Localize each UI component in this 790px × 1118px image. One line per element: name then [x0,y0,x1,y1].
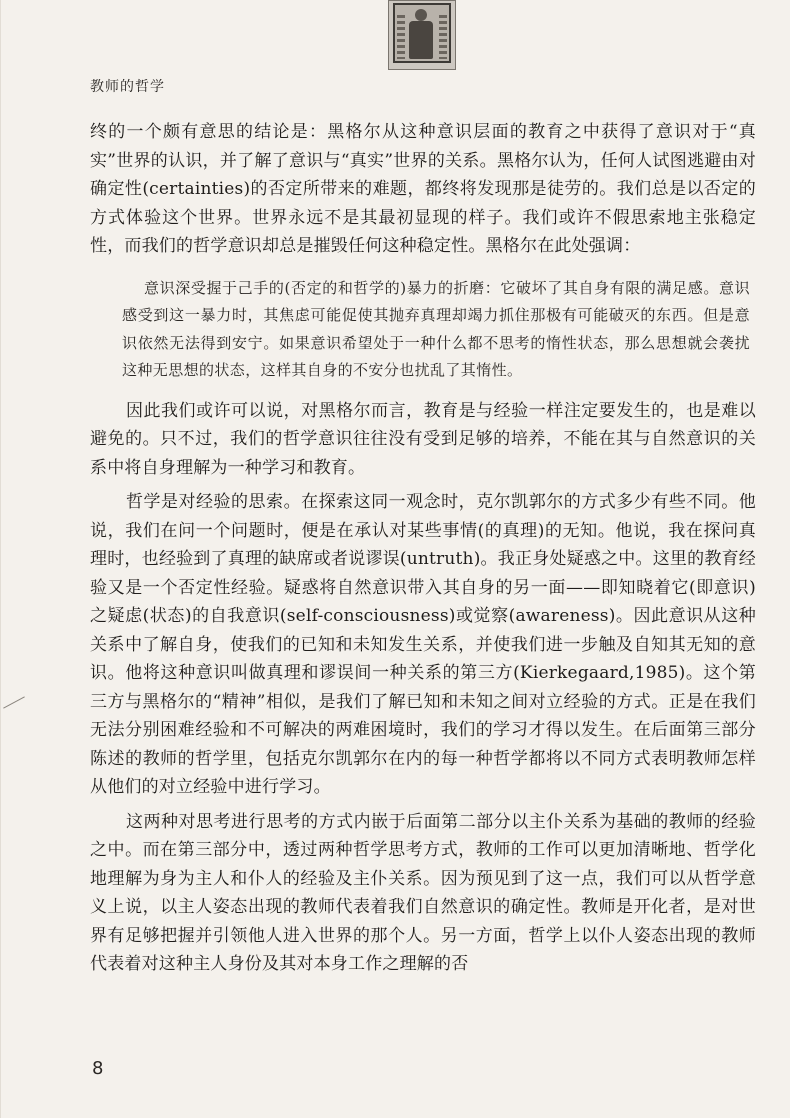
body-text [90,118,756,979]
block-quote-text: 意识深受握于己手的(否定的和哲学的)暴力的折磨：它破坏了其自身有限的满足感。意识感受到这一暴力时，其焦虑可能促使其抛弃真理却竭力抓住那极有可能破灭的东西。但是意识依然无法得到安宁。如果意识希望处于一种什么都不思考的惰性状态，那么思想就会袭扰这种无思想的状态，这样其自身的不安分也扰乱了其惰性。 [122,278,750,379]
block-quote [90,275,750,385]
ornamental-figure-icon [388,0,456,70]
emblem-figure-body [409,21,433,59]
paragraph-4: 这两种对思考进行思考的方式内嵌于后面第二部分以主仆关系为基础的教师的经验之中。而在第三部分中，透过两种哲学思考方式，教师的工作可以更加清晰地、哲学化地理解为身为主人和仆人的经验及主仆关系。因为预见到了这一点，我们可以从哲学意义上说，以主人姿态出现的教师代表着我们自然意识的确定性。教师是开化者，是对世界有足够把握并引领他人进入世界的那个人。另一方面，哲学上以仆人姿态出现的教师代表着对这种主人身份及其对本身工作之理解的否 [90,811,756,974]
emblem-ornament-left [397,15,405,59]
emblem-figure-head [415,9,427,21]
paragraph-1: 终的一个颇有意思的结论是：黑格尔从这种意识层面的教育之中获得了意识对于“真实”世界的认识，并了解了意识与“真实”世界的关系。黑格尔认为，任何人试图逃避由对确定性(certainties)的否定所带来的难题，都终将发现那是徒劳的。我们总是以否定的方式体验这个世界。世界永远不是其最初显现的样子。我们或许不假思索地主张稳定性，而我们的哲学意识却总是摧毁任何这种稳定性。黑格尔在此处强调： [90,122,756,256]
page-number: 8 [92,1058,104,1079]
paragraph-3: 哲学是对经验的思索。在探索这同一观念时，克尔凯郭尔的方式多少有些不同。他说，我们在问一个问题时，便是在承认对某些事情(的真理)的无知。他说，我在探问真理时，也经验到了真理的缺席或者说谬误(untruth)。我正身处疑惑之中。这里的教育经验又是一个否定性经验。疑惑将自然意识带入其自身的另一面——即知晓着它(即意识)之疑虑(状态)的自我意识(self-consciousness)或觉察(awareness)。因此意识从这种关系中了解自身，使我们的已知和未知发生关系，并使我们进一步触及自知其无知的意识。他将这种意识叫做真理和谬误间一种关系的第三方(Kierkegaard,1985)。这个第三方与黑格尔的“精神”相似，是我们了解已知和未知之间对立经验的方式。正是在我们无法分别困难经验和不可解决的两难困境时，我们的学习才得以发生。在后面第三部分陈述的教师的哲学里，包括克尔凯郭尔在内的每一种哲学都将以不同方式表明教师怎样从他们的对立经验中进行学习。 [90,492,756,797]
emblem-ornament-right [439,15,447,59]
paragraph-2: 因此我们或许可以说，对黑格尔而言，教育是与经验一样注定要发生的，也是难以避免的。只不过，我们的哲学意识往往没有受到足够的培养，不能在其与自然意识的关系中将自身理解为一种学习和教育。 [90,400,756,478]
running-title: 教师的哲学 [90,79,165,95]
